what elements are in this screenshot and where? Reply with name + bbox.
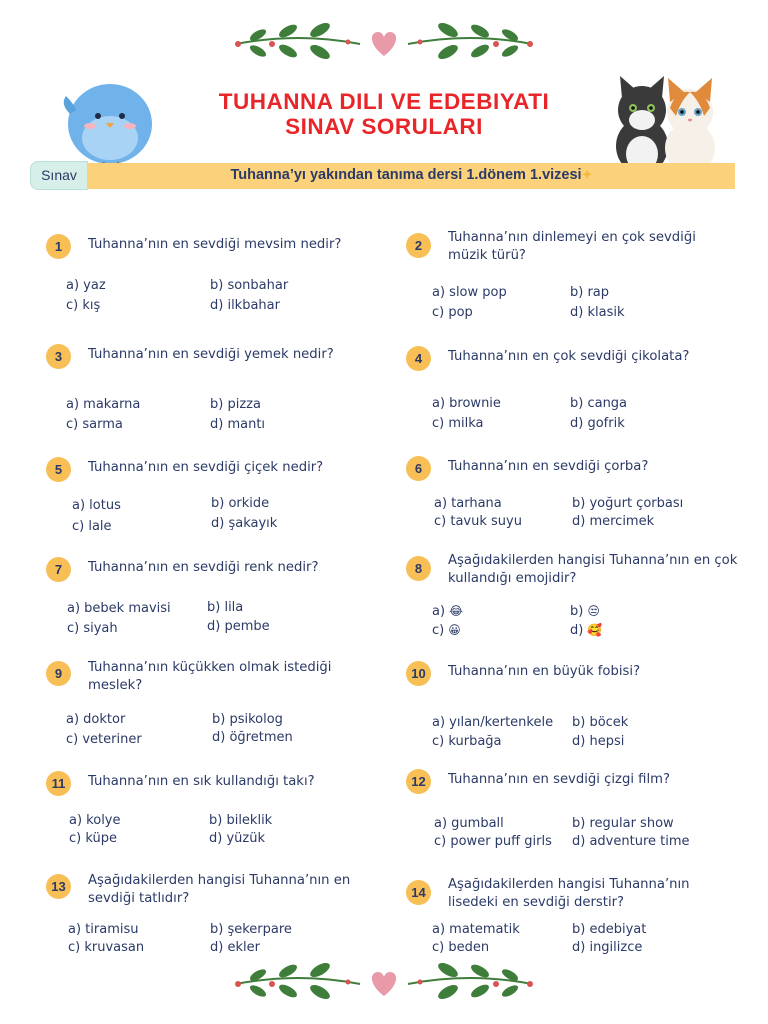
option-label: c) siyah xyxy=(67,621,118,636)
option-label: d) öğretmen xyxy=(212,730,293,745)
question-number-badge: 6 xyxy=(406,456,431,481)
option-a[interactable] xyxy=(66,711,125,729)
question-text: Tuhanna’nın en sevdiği renk nedir? xyxy=(88,560,319,575)
option-label: c) lale xyxy=(72,519,112,534)
option-c[interactable] xyxy=(67,620,118,638)
emoji-icon: 🥰 xyxy=(587,623,603,637)
option-label: d) mantı xyxy=(210,417,266,432)
option-label: d) yüzük xyxy=(209,831,265,846)
option-a[interactable] xyxy=(434,495,502,513)
question-text: Tuhanna’nın en sevdiği çizgi film? xyxy=(448,772,671,787)
option-b[interactable] xyxy=(210,921,292,939)
option-b[interactable] xyxy=(211,495,269,513)
option-label: d) adventure time xyxy=(572,834,690,849)
option-b[interactable] xyxy=(210,277,288,295)
emoji-icon: 😂 xyxy=(449,604,464,618)
option-d[interactable] xyxy=(210,297,280,315)
option-b[interactable] xyxy=(570,395,627,413)
question-number-badge: 1 xyxy=(46,234,71,259)
option-c[interactable] xyxy=(69,830,117,848)
option-b[interactable] xyxy=(572,815,674,833)
two-kittens-illustration xyxy=(606,68,726,176)
option-label: c) power puff girls xyxy=(434,834,552,849)
option-label: b) yoğurt çorbası xyxy=(572,496,684,511)
question-text: Aşağıdakilerden hangisi Tuhanna’nın en çok kullandığı emojidir? xyxy=(448,553,738,586)
option-d[interactable] xyxy=(211,515,277,533)
option-d[interactable] xyxy=(210,416,265,434)
option-label: d) ingilizce xyxy=(572,940,643,955)
question-number-badge: 5 xyxy=(46,457,71,482)
question-text: Aşağıdakilerden hangisi Tuhanna’nın en sevdiği tatlıdır? xyxy=(88,873,351,906)
option-a[interactable] xyxy=(432,395,501,413)
option-label: b) lila xyxy=(207,600,244,615)
option-label: a) gumball xyxy=(434,816,504,831)
option-a[interactable] xyxy=(432,284,507,302)
option-d[interactable] xyxy=(572,733,624,751)
option-a[interactable] xyxy=(432,921,520,939)
question-number-badge: 7 xyxy=(46,557,71,582)
option-c[interactable] xyxy=(432,939,489,957)
option-label: d) ilkbahar xyxy=(210,298,280,313)
option-label: a) yaz xyxy=(66,278,106,293)
option-d[interactable] xyxy=(570,415,625,433)
option-c[interactable] xyxy=(66,297,100,315)
question-text: Tuhanna’nın en büyük fobisi? xyxy=(448,664,641,679)
option-c[interactable] xyxy=(72,518,112,536)
option-a[interactable] xyxy=(72,497,121,515)
option-label: b) rap xyxy=(570,285,610,300)
option-d[interactable] xyxy=(570,621,602,640)
option-b[interactable] xyxy=(207,599,243,617)
option-a[interactable] xyxy=(432,602,463,621)
option-b[interactable] xyxy=(572,495,683,513)
blue-bird-illustration xyxy=(56,74,168,170)
question-text: Tuhanna’nın en sevdiği yemek nedir? xyxy=(88,347,334,362)
question-text: Tuhanna’nın en sevdiği çiçek nedir? xyxy=(88,460,324,475)
question-number-badge: 12 xyxy=(406,769,431,794)
question-text: Tuhanna’nın en sık kullandığı takı? xyxy=(88,774,315,789)
option-label: a) xyxy=(432,604,446,619)
option-a[interactable] xyxy=(434,815,504,833)
option-a[interactable] xyxy=(67,600,171,618)
option-label: d) şakayık xyxy=(211,516,278,531)
emoji-icon: 😀 xyxy=(448,623,461,637)
option-label: c) kurbağa xyxy=(432,734,502,749)
option-a[interactable] xyxy=(66,396,140,414)
option-label: c) kruvasan xyxy=(68,940,145,955)
option-b[interactable] xyxy=(572,921,646,939)
option-d[interactable] xyxy=(212,729,293,747)
option-label: b) edebiyat xyxy=(572,922,647,937)
subtitle-text xyxy=(88,167,735,183)
option-label: d) ekler xyxy=(210,940,260,955)
question-number-badge: 11 xyxy=(46,771,71,796)
option-b[interactable] xyxy=(570,602,600,621)
option-b[interactable] xyxy=(570,284,609,302)
option-label: a) matematik xyxy=(432,922,520,937)
option-d[interactable] xyxy=(572,513,654,531)
question-text: Tuhanna’nın küçükken olmak istediği meslek? xyxy=(88,660,332,693)
option-d[interactable] xyxy=(207,618,270,636)
floral-garland-top xyxy=(228,18,540,70)
exam-tab xyxy=(30,161,88,190)
option-label: b) bileklik xyxy=(209,813,273,828)
option-b[interactable] xyxy=(210,396,261,414)
option-label: c) küpe xyxy=(69,831,117,846)
option-label: c) kış xyxy=(66,298,101,313)
subtitle-banner xyxy=(88,163,735,189)
question-text: Tuhanna’nın en sevdiği çorba? xyxy=(448,459,649,474)
option-label: a) tarhana xyxy=(434,496,502,511)
question-number-badge: 2 xyxy=(406,233,431,258)
option-c[interactable] xyxy=(434,833,552,851)
question-number-badge: 9 xyxy=(46,661,71,686)
option-c[interactable] xyxy=(66,731,142,749)
option-label: a) tiramisu xyxy=(68,922,139,937)
page-title-line1: TUHANNA DILI VE EDEBIYATI xyxy=(218,89,550,114)
option-label: d) klasik xyxy=(570,305,625,320)
option-label: c) sarma xyxy=(66,417,123,432)
question-number-badge: 14 xyxy=(406,880,431,905)
option-label: c) pop xyxy=(432,305,473,320)
option-a[interactable] xyxy=(66,277,106,295)
option-label: b) sonbahar xyxy=(210,278,289,293)
option-a[interactable] xyxy=(69,812,121,830)
option-label: c) beden xyxy=(432,940,490,955)
question-number-badge: 8 xyxy=(406,556,431,581)
option-label: a) yılan/kertenkele xyxy=(432,715,554,730)
option-d[interactable] xyxy=(570,304,624,322)
option-c[interactable] xyxy=(66,416,123,434)
option-label: b) böcek xyxy=(572,715,629,730)
option-label: b) canga xyxy=(570,396,628,411)
option-label: b) psikolog xyxy=(212,712,283,727)
option-label: a) brownie xyxy=(432,396,501,411)
option-c[interactable] xyxy=(432,733,502,751)
option-label: d) hepsi xyxy=(572,734,625,749)
question-number-badge: 4 xyxy=(406,346,431,371)
option-c[interactable] xyxy=(432,304,473,322)
option-a[interactable] xyxy=(432,714,553,732)
option-b[interactable] xyxy=(212,711,283,729)
option-label: a) lotus xyxy=(72,498,121,513)
option-c[interactable] xyxy=(434,513,522,531)
question-number-badge: 13 xyxy=(46,874,71,899)
option-d[interactable] xyxy=(210,939,260,957)
option-label: d) pembe xyxy=(207,619,270,634)
option-label: c) milka xyxy=(432,416,484,431)
question-number-badge: 3 xyxy=(46,344,71,369)
option-label: c) veteriner xyxy=(66,732,142,747)
option-label: b) regular show xyxy=(572,816,674,831)
option-label: a) kolye xyxy=(69,813,121,828)
option-b[interactable] xyxy=(572,714,628,732)
exam-tab-label: Sınav xyxy=(41,167,77,183)
option-label: d) mercimek xyxy=(572,514,655,529)
option-d[interactable] xyxy=(209,830,265,848)
option-label: b) xyxy=(570,604,584,619)
option-d[interactable] xyxy=(572,833,690,851)
option-d[interactable] xyxy=(572,939,642,957)
option-label: b) orkide xyxy=(211,496,270,511)
floral-garland-bottom xyxy=(228,958,540,1010)
option-b[interactable] xyxy=(209,812,272,830)
option-label: c) xyxy=(432,623,445,638)
option-c[interactable] xyxy=(432,621,461,640)
question-text: Tuhanna’nın dinlemeyi en çok sevdiği müzik türü? xyxy=(448,230,696,263)
question-text: Aşağıdakilerden hangisi Tuhanna’nın lisedeki en sevdiği derstir? xyxy=(448,877,690,910)
sparkle-icon: ✦ xyxy=(581,167,593,182)
option-c[interactable] xyxy=(432,415,484,433)
option-label: d) gofrik xyxy=(570,416,625,431)
question-number-badge: 10 xyxy=(406,661,431,686)
option-label: d) xyxy=(570,623,584,638)
question-text: Tuhanna’nın en sevdiği mevsim nedir? xyxy=(88,237,342,252)
option-label: b) şekerpare xyxy=(210,922,292,937)
option-a[interactable] xyxy=(68,921,138,939)
option-label: c) tavuk suyu xyxy=(434,514,522,529)
option-c[interactable] xyxy=(68,939,144,957)
page-title-line2: SINAV SORULARI xyxy=(285,114,483,139)
option-label: a) doktor xyxy=(66,712,126,727)
emoji-icon: 😒 xyxy=(587,604,600,618)
option-label: a) bebek mavisi xyxy=(67,601,171,616)
question-text: Tuhanna’nın en çok sevdiği çikolata? xyxy=(448,349,690,364)
option-label: b) pizza xyxy=(210,397,261,412)
subtitle-label: Tuhanna’yı yakından tanıma dersi 1.dönem 1.vizesi xyxy=(230,167,582,183)
option-label: a) makarna xyxy=(66,397,141,412)
option-label: a) slow pop xyxy=(432,285,507,300)
